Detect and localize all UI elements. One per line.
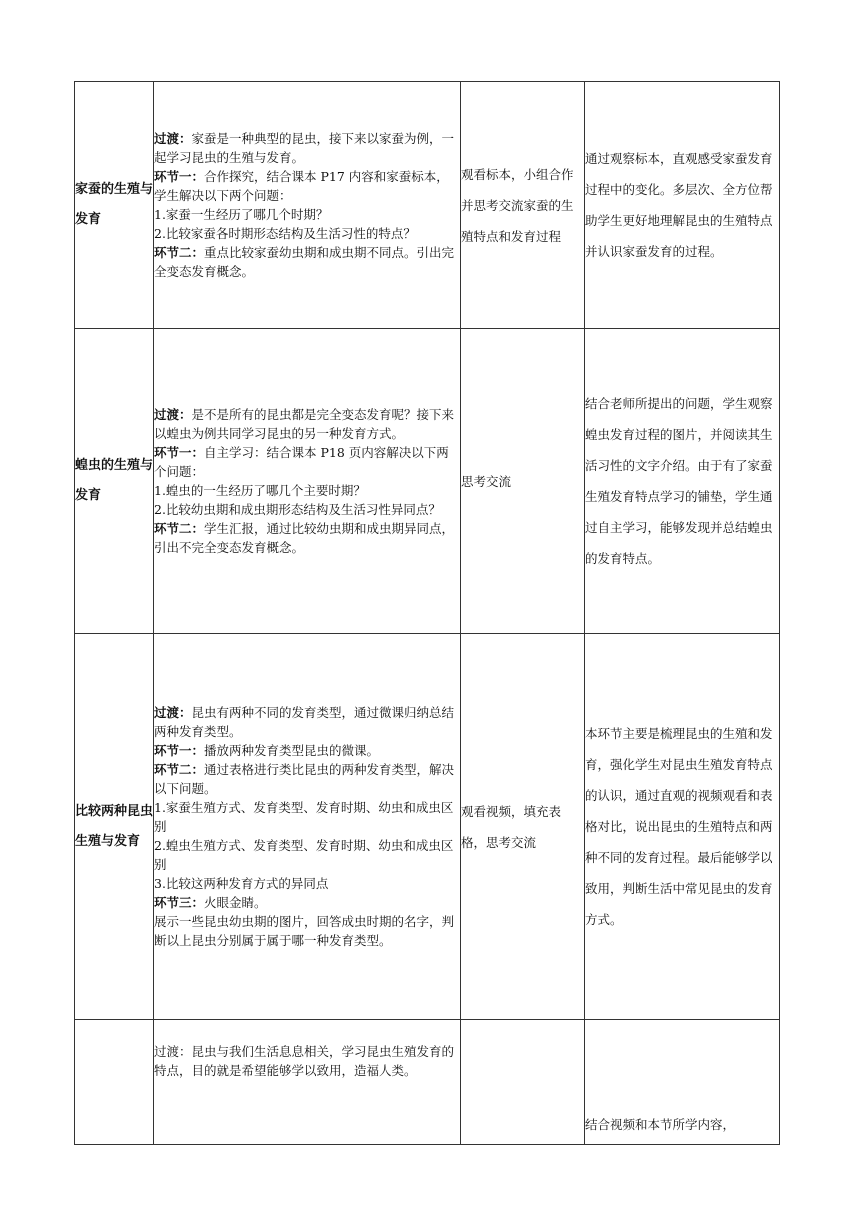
content-line — [154, 481, 460, 500]
table-row — [75, 329, 780, 634]
content-line — [154, 500, 460, 519]
content-label: 环节三： — [154, 895, 205, 910]
topic-cell: 蝗虫的生殖与发育 — [75, 329, 154, 634]
purpose-cell: 结合老师所提出的问题，学生观察蝗虫发育过程的图片，并阅读其生活习性的文字介绍。由于有了家蚕生殖发育特点学习的铺垫，学生通过自主学习，能够发现并总结蝗虫的发育特点。 — [585, 329, 780, 634]
content-text: 1.家蚕生殖方式、发育类型、发育时期、幼虫和成虫区别 — [154, 800, 454, 834]
content-cell — [154, 1020, 461, 1145]
content-label: 环节二： — [154, 245, 205, 260]
content-cell — [154, 329, 461, 634]
activity-cell: 观看标本，小组合作并思考交流家蚕的生殖特点和发育过程 — [461, 82, 585, 329]
content-label: 环节一： — [154, 743, 205, 758]
content-line — [154, 243, 460, 281]
content-text: 展示一些昆虫幼虫期的图片，回答成虫时期的名字，判断以上昆虫分别属于属于哪一种发育类型。 — [154, 914, 455, 948]
content-text: 昆虫有两种不同的发育类型，通过微课归纳总结两种发育类型。 — [154, 705, 455, 739]
content-line — [154, 519, 460, 557]
content-text: 重点比较家蚕幼虫期和成虫期不同点。引出完全变态发育概念。 — [154, 245, 455, 279]
content-text: 2.比较幼虫期和成虫期形态结构及生活习性异同点？ — [154, 502, 441, 517]
content-line — [154, 224, 460, 243]
content-line — [154, 874, 460, 893]
topic-cell — [75, 1020, 154, 1145]
table-row — [75, 1020, 780, 1145]
content-line — [154, 703, 460, 741]
content-text: 过渡：昆虫与我们生活息息相关，学习昆虫生殖发育的特点，目的就是希望能够学以致用，造福人类。 — [154, 1044, 455, 1078]
content-text: 合作探究，结合课本 P17 内容和家蚕标本，学生解决以下两个问题： — [154, 169, 449, 203]
content-cell — [154, 82, 461, 329]
content-label: 环节二： — [154, 762, 205, 777]
lesson-plan-table — [74, 81, 780, 1145]
purpose-cell: 通过观察标本，直观感受家蚕发育过程中的变化。多层次、全方位帮助学生更好地理解昆虫的生殖特点并认识家蚕发育的过程。 — [585, 82, 780, 329]
activity-cell: 观看视频，填充表格，思考交流 — [461, 634, 585, 1020]
content-text: 通过表格进行类比昆虫的两种发育类型，解决以下问题。 — [154, 762, 455, 796]
content-line — [154, 167, 460, 205]
content-line — [154, 405, 460, 443]
content-text: 是不是所有的昆虫都是完全变态发育呢？接下来以蝗虫为例共同学习昆虫的另一种发育方式。 — [154, 407, 455, 441]
purpose-cell: 本环节主要是梳理昆虫的生殖和发育，强化学生对昆虫生殖发育特点的认识，通过直观的视频观看和表格对比，说出昆虫的生殖特点和两种不同的发育过程。最后能够学以致用，判断生活中常见昆虫的发育方式。 — [585, 634, 780, 1020]
activity-cell — [461, 1020, 585, 1145]
content-text: 播放两种发育类型昆虫的微课。 — [204, 743, 380, 758]
content-line — [154, 741, 460, 760]
content-text: 2.蝗虫生殖方式、发育类型、发育时期、幼虫和成虫区别 — [154, 838, 454, 872]
content-line — [154, 798, 460, 836]
content-text: 家蚕是一种典型的昆虫，接下来以家蚕为例，一起学习昆虫的生殖与发育。 — [154, 131, 455, 165]
content-line — [154, 1042, 460, 1080]
content-text: 自主学习：结合课本 P18 页内容解决以下两个问题： — [154, 445, 449, 479]
content-text: 3.比较这两种发育方式的异同点 — [154, 876, 329, 891]
content-label: 环节一： — [154, 169, 205, 184]
content-line — [154, 205, 460, 224]
content-text: 2.比较家蚕各时期形态结构及生活习性的特点？ — [154, 226, 416, 241]
content-label: 环节二： — [154, 521, 205, 536]
content-cell — [154, 634, 461, 1020]
content-line — [154, 893, 460, 912]
topic-cell: 比较两种昆虫生殖与发育 — [75, 634, 154, 1020]
content-text: 1.家蚕一生经历了哪几个时期？ — [154, 207, 329, 222]
content-label: 环节一： — [154, 445, 205, 460]
table-row — [75, 634, 780, 1020]
content-text: 1.蝗虫的一生经历了哪几个主要时期？ — [154, 483, 366, 498]
content-line — [154, 836, 460, 874]
table-body — [75, 82, 780, 1145]
purpose-cell: 结合视频和本节所学内容， — [585, 1020, 780, 1145]
table-row — [75, 82, 780, 329]
content-line — [154, 443, 460, 481]
content-line — [154, 760, 460, 798]
content-label: 过渡： — [154, 131, 192, 146]
content-label: 过渡： — [154, 705, 192, 720]
content-line — [154, 129, 460, 167]
content-text: 学生汇报，通过比较幼虫期和成虫期异同点，引出不完全变态发育概念。 — [154, 521, 455, 555]
topic-cell: 家蚕的生殖与发育 — [75, 82, 154, 329]
content-label: 过渡： — [154, 407, 192, 422]
content-text: 火眼金睛。 — [204, 895, 267, 910]
content-line — [154, 912, 460, 950]
activity-cell: 思考交流 — [461, 329, 585, 634]
